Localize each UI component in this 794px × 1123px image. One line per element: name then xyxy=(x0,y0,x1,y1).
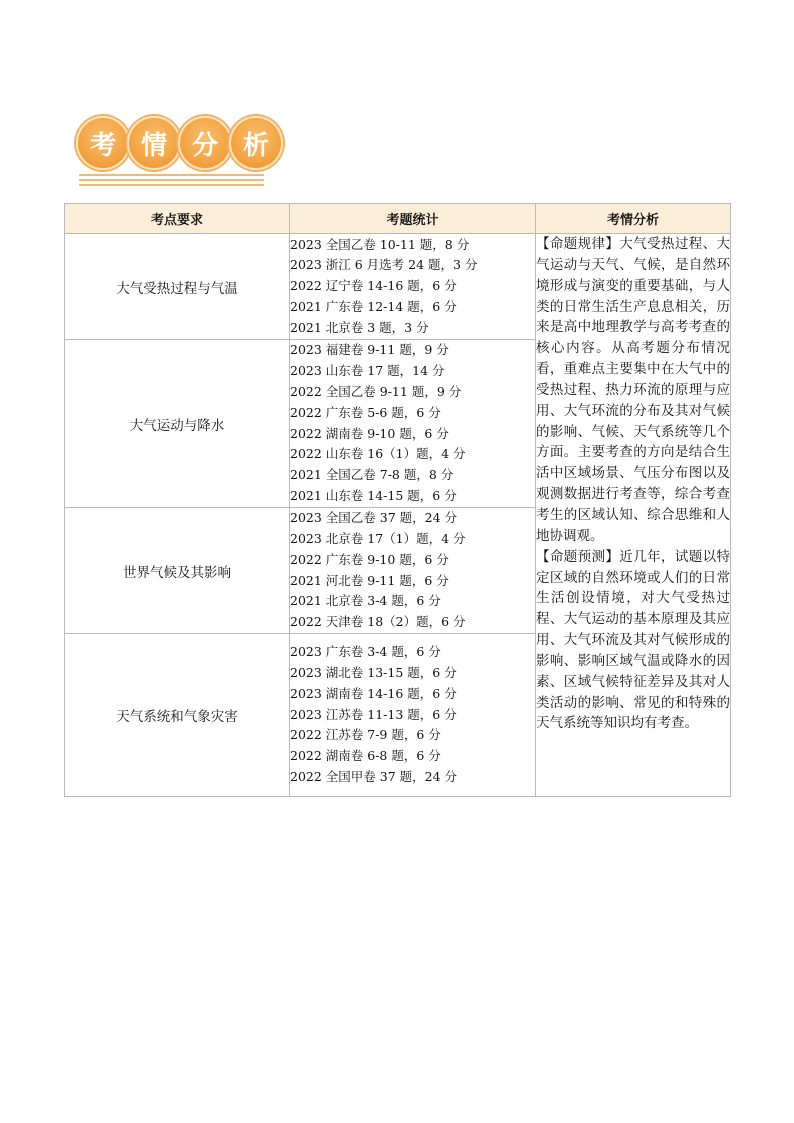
table-header-row xyxy=(65,204,731,234)
stat-item: 2022 湖南卷 6-8 题，6 分 xyxy=(290,748,441,764)
table-row xyxy=(65,234,731,340)
banner-title xyxy=(76,116,280,174)
stat-item: 2023 全国乙卷 10-11 题，8 分 xyxy=(290,236,470,252)
stat-item: 2023 湖南卷 14-16 题，6 分 xyxy=(290,685,457,701)
stat-item: 2021 全国乙卷 7-8 题，8 分 xyxy=(290,467,454,483)
stat-item: 2022 山东卷 16（1）题，4 分 xyxy=(290,446,466,462)
banner-underline xyxy=(79,174,264,189)
stat-item: 2022 全国乙卷 9-11 题，9 分 xyxy=(290,383,462,399)
header-stats: 考题统计 xyxy=(290,204,536,234)
banner-char: 考 xyxy=(76,116,130,170)
stats-cell xyxy=(290,340,536,508)
stat-item: 2023 福建卷 9-11 题，9 分 xyxy=(290,342,449,358)
section-banner xyxy=(76,116,276,186)
stat-item: 2022 辽宁卷 14-16 题，6 分 xyxy=(290,278,457,294)
stat-item: 2023 全国乙卷 37 题，24 分 xyxy=(290,510,458,526)
topic-cell: 世界气候及其影响 xyxy=(65,508,290,634)
stats-cell xyxy=(290,234,536,340)
stat-item: 2023 山东卷 17 题，14 分 xyxy=(290,363,445,379)
header-analysis: 考情分析 xyxy=(536,204,731,234)
topic-cell: 大气受热过程与气温 xyxy=(65,234,290,340)
stat-item: 2023 湖北卷 13-15 题，6 分 xyxy=(290,665,457,680)
stat-item: 2021 北京卷 3-4 题，6 分 xyxy=(290,593,441,609)
banner-char: 情 xyxy=(127,116,181,170)
stat-item: 2022 广东卷 9-10 题，6 分 xyxy=(290,551,449,567)
topic-cell: 大气运动与降水 xyxy=(65,340,290,508)
stat-item: 2023 江苏卷 11-13 题，6 分 xyxy=(290,706,457,722)
analysis-pattern: 【命题规律】大气受热过程、大气运动与天气、气候，是自然环境形成与演变的重要基础，与人类的日常生活生产息息相关，历来是高中地理教学与高考考查的核心内容。从高考题分布情况看，重难点主要集中在大气中的受热过程、热力环流的原理与应用、大气环流的分布及其对气候的影响、气候、天气系统等几个方面。主要考查的方向是结合生活中区域场景、气压分布图以及观测数据进行考查等，综合考查考生的区域认知、综合思维和人地协调观。 xyxy=(536,236,730,544)
banner-char: 分 xyxy=(178,116,232,170)
stat-item: 2023 广东卷 3-4 题，6 分 xyxy=(290,644,441,660)
stat-item: 2021 北京卷 3 题，3 分 xyxy=(290,319,429,335)
stat-item: 2023 北京卷 17（1）题，4 分 xyxy=(290,530,466,546)
stat-item: 2021 河北卷 9-11 题，6 分 xyxy=(290,572,449,588)
header-topic: 考点要求 xyxy=(65,204,290,234)
stats-cell xyxy=(290,508,536,634)
stat-item: 2022 广东卷 5-6 题，6 分 xyxy=(290,404,441,420)
stat-item: 2022 湖南卷 9-10 题，6 分 xyxy=(290,425,449,441)
stats-cell xyxy=(290,634,536,797)
stat-item: 2022 天津卷 18（2）题，6 分 xyxy=(290,614,466,630)
stat-item: 2023 浙江 6 月选考 24 题，3 分 xyxy=(290,257,478,273)
topic-cell: 天气系统和气象灾害 xyxy=(65,634,290,797)
stat-item: 2022 江苏卷 7-9 题，6 分 xyxy=(290,727,441,743)
exam-analysis-table xyxy=(64,203,731,797)
stat-item: 2021 山东卷 14-15 题，6 分 xyxy=(290,487,457,503)
stat-item: 2021 广东卷 12-14 题，6 分 xyxy=(290,298,457,314)
analysis-cell xyxy=(536,234,731,797)
stat-item: 2022 全国甲卷 37 题，24 分 xyxy=(290,768,458,784)
analysis-prediction: 【命题预测】近几年，试题以特定区域的自然环境或人们的日常生活创设情境，对大气受热过程、大气运动的基本原理及其应用、大气环流及其对气候形成的影响、影响区域气温或降水的因素、区域气候特征差异及其对人类活动的影响、常见的和特殊的天气系统等知识均有考查。 xyxy=(536,548,730,732)
banner-char: 析 xyxy=(229,116,283,170)
